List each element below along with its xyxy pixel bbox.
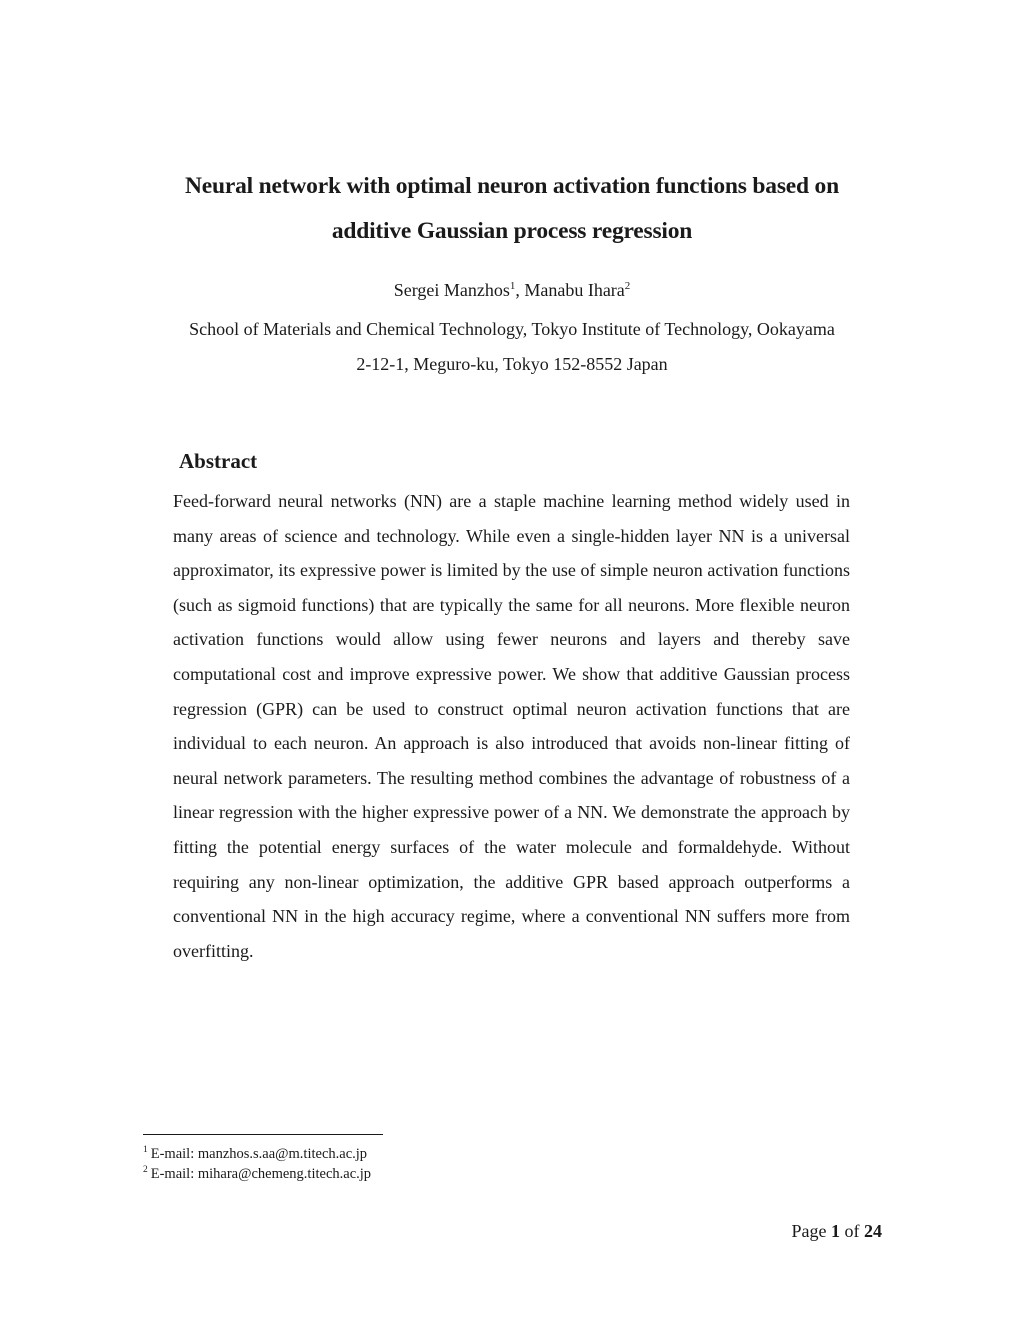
author-separator: , xyxy=(515,280,525,300)
page-number-total: 24 xyxy=(864,1221,882,1241)
paper-title-line-1: Neural network with optimal neuron activation functions based on xyxy=(185,173,839,199)
abstract-heading: Abstract xyxy=(179,449,258,473)
author-affiliation-mark: 2 xyxy=(624,280,631,292)
affiliation-line-2: 2-12-1, Meguro-ku, Tokyo 152-8552 Japan xyxy=(356,354,668,374)
abstract-body: Feed-forward neural networks (NN) are a staple machine learning method widely used in many areas of science and technology. While even a single-hidden layer NN is a universal approximator, its expressive power is limited by the use of simple neuron activation functions (such as sigmoid functions) that are typically the same for all neurons. More flexible neuron activation functions would allow using fewer neurons and layers and thereby save computational cost and improve expressive power. We show that additive Gaussian process regression (GPR) can be used to construct optimal neuron activation functions that are individual to each neuron. An approach is also introduced that avoids non-linear fitting of neural network parameters. The resulting method combines the advantage of robustness of a linear regression with the higher expressive power of a NN. We demonstrate the approach by fitting the potential energy surfaces of the water molecule and formaldehyde. Without requiring any non-linear optimization, the additive GPR based approach outperforms a conventional NN in the high accuracy regime, where a conventional NN suffers more from overfitting. xyxy=(173,491,850,961)
paper-title-line-2: additive Gaussian process regression xyxy=(331,218,693,244)
affiliation-line-1: School of Materials and Chemical Technology, Tokyo Institute of Technology, Ookayama xyxy=(189,319,835,339)
affiliation xyxy=(120,312,904,382)
author-name: Manabu Ihara xyxy=(524,280,625,300)
author-name: Sergei Manzhos xyxy=(393,280,510,300)
author-affiliation-mark: 1 xyxy=(509,280,516,292)
footnote-email: E-mail: manzhos.s.aa@m.titech.ac.jp xyxy=(150,1146,368,1162)
footnote xyxy=(143,1144,371,1164)
page-number-prefix: Page xyxy=(791,1221,831,1241)
page-number-middle: of xyxy=(840,1221,864,1241)
page-number-current: 1 xyxy=(831,1221,840,1241)
footnote-email: E-mail: mihara@chemeng.titech.ac.jp xyxy=(150,1166,372,1182)
page-number xyxy=(792,1219,883,1243)
author-list xyxy=(100,278,924,302)
footnote-mark: 1 xyxy=(143,1145,148,1156)
footnote-divider xyxy=(143,1134,383,1135)
footnotes xyxy=(143,1144,371,1184)
footnote xyxy=(143,1164,371,1184)
footnote-mark: 2 xyxy=(143,1165,148,1176)
paper-title xyxy=(100,164,924,254)
